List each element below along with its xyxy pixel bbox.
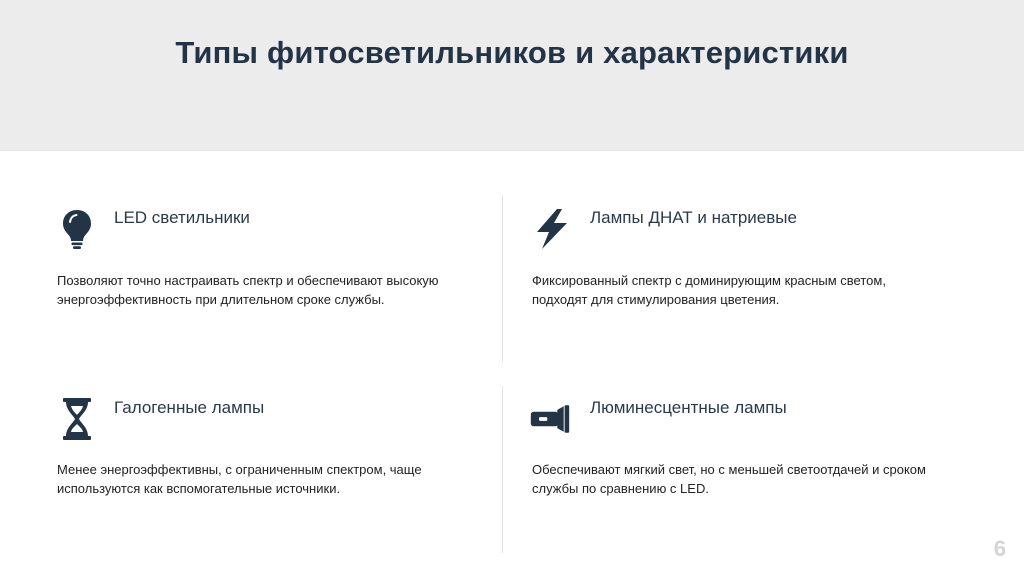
card-description: Фиксированный спектр с доминирующим красным светом, подходят для стимулирования цветения. (532, 273, 886, 307)
hourglass-icon (56, 398, 98, 440)
card-heading: Галогенные лампы (114, 398, 265, 417)
title-banner (0, 0, 1024, 151)
card-heading: Люминесцентные лампы (590, 398, 787, 417)
page-title: Типы фитосветильников и характеристики (175, 35, 849, 70)
card-description: Обеспечивают мягкий свет, но с меньшей светоотдачей и сроком службы по сравнению с LED. (532, 462, 926, 496)
lightbulb-icon (56, 208, 98, 250)
card-description: Позволяют точно настраивать спектр и обеспечивают высокую энергоэффективность при длительном сроке службы. (57, 273, 439, 307)
column-divider-top (502, 195, 503, 362)
card-heading: Лампы ДНАТ и натриевые (590, 208, 797, 227)
page-number: 6 (993, 536, 1006, 561)
card-heading: LED светильники (114, 208, 250, 227)
card-description: Менее энергоэффективны, с ограниченным спектром, чаще используются как вспомогательные источники. (57, 462, 422, 496)
flashlight-icon (529, 398, 571, 440)
lightning-bolt-icon (531, 208, 573, 250)
column-divider-bottom (502, 386, 503, 553)
